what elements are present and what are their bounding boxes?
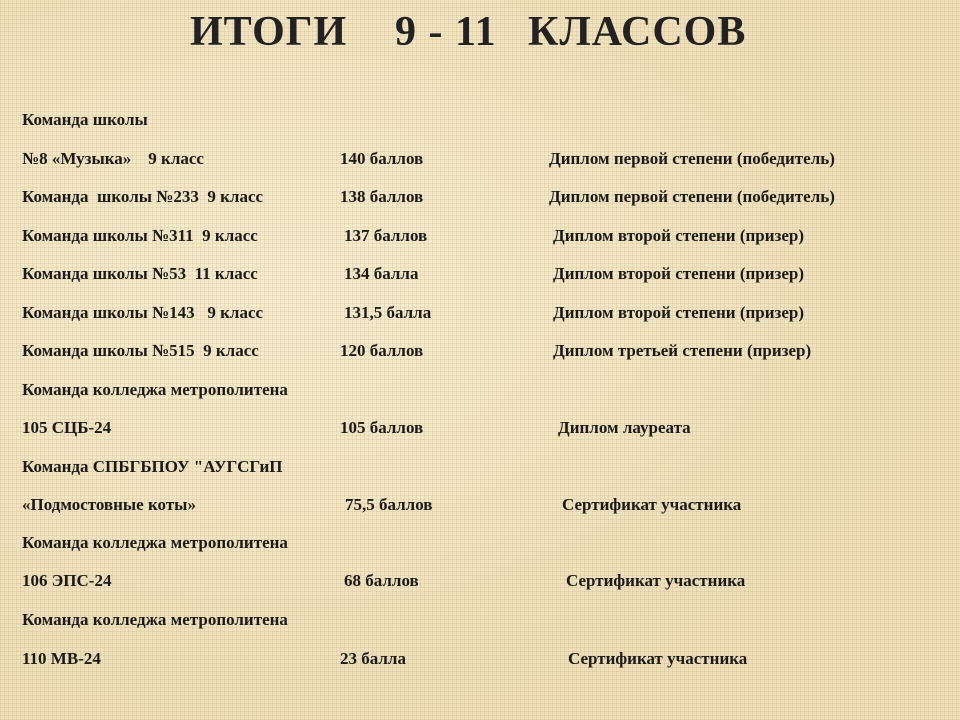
score: 140 баллов bbox=[340, 149, 424, 168]
score: 134 балла bbox=[344, 264, 419, 283]
award: Диплом второй степени (призер) bbox=[553, 264, 805, 283]
award: Диплом второй степени (призер) bbox=[553, 226, 805, 245]
team-name: 110 МВ-24 bbox=[22, 649, 101, 668]
team-name: Команда школы №311 9 класс bbox=[22, 226, 258, 245]
team-label: Команда колледжа метрополитена bbox=[22, 610, 288, 629]
team-name: Команда школы №233 9 класс bbox=[22, 187, 264, 206]
award: Диплом третьей степени (призер) bbox=[553, 341, 812, 360]
team-name: №8 «Музыка» 9 класс bbox=[22, 149, 204, 168]
award: Сертификат участника bbox=[562, 495, 742, 514]
team-name: Команда школы №143 9 класс bbox=[22, 303, 264, 322]
result-line bbox=[0, 610, 960, 634]
title-word-results: ИТОГИ bbox=[190, 9, 348, 55]
score: 105 баллов bbox=[340, 418, 424, 437]
result-line bbox=[0, 187, 960, 211]
result-line bbox=[0, 303, 960, 327]
team-label: Команда колледжа метрополитена bbox=[22, 533, 288, 552]
score: 138 баллов bbox=[340, 187, 424, 206]
score: 75,5 баллов bbox=[345, 495, 433, 514]
score: 131,5 балла bbox=[344, 303, 432, 322]
team-name: 106 ЭПС-24 bbox=[22, 571, 112, 590]
team-name: 105 СЦБ-24 bbox=[22, 418, 112, 437]
award: Диплом первой степени (победитель) bbox=[549, 187, 835, 206]
score: 120 баллов bbox=[340, 341, 424, 360]
result-line bbox=[0, 495, 960, 519]
team-label: Команда колледжа метрополитена bbox=[22, 380, 288, 399]
award: Диплом лауреата bbox=[558, 418, 691, 437]
team-label: Команда СПБГБПОУ "АУГСГиП bbox=[22, 457, 283, 476]
score: 68 баллов bbox=[344, 571, 419, 590]
score: 137 баллов bbox=[344, 226, 428, 245]
result-line bbox=[0, 533, 960, 557]
award: Сертификат участника bbox=[568, 649, 748, 668]
result-line bbox=[0, 264, 960, 288]
team-name: Команда школы №53 11 класс bbox=[22, 264, 258, 283]
result-line bbox=[0, 457, 960, 481]
page-title bbox=[0, 8, 960, 68]
result-line bbox=[0, 380, 960, 404]
award: Сертификат участника bbox=[566, 571, 746, 590]
result-line bbox=[0, 149, 960, 173]
award: Диплом второй степени (призер) bbox=[553, 303, 805, 322]
team-name: «Подмостовные коты» bbox=[22, 495, 196, 514]
result-line bbox=[0, 110, 960, 134]
team-name: Команда школы №515 9 класс bbox=[22, 341, 259, 360]
result-line bbox=[0, 571, 960, 595]
result-line bbox=[0, 418, 960, 442]
score: 23 балла bbox=[340, 649, 406, 668]
title-word-classes: КЛАССОВ bbox=[528, 9, 747, 55]
team-label: Команда школы bbox=[22, 110, 148, 129]
result-line bbox=[0, 341, 960, 365]
result-line bbox=[0, 226, 960, 250]
title-grade-range: 9 - 11 bbox=[395, 9, 497, 55]
result-line bbox=[0, 649, 960, 673]
award: Диплом первой степени (победитель) bbox=[549, 149, 835, 168]
